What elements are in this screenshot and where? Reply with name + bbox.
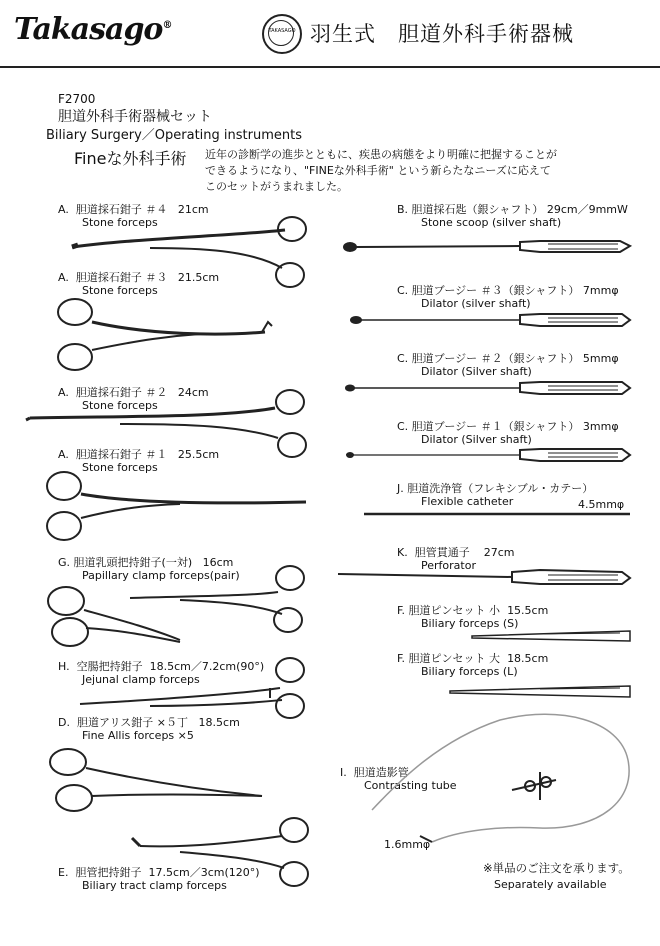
item-label-d: D. 胆道アリス鉗子 ×５丁 18.5cm Fine Allis forceps ×5 (58, 716, 240, 742)
fine-allis-forceps-illustration (50, 749, 262, 811)
item-label-c1: C. 胆道ブージー ＃１（銀シャフト） 3mmφ Dilator (Silver shaft) (397, 420, 619, 446)
item-label-b: B. 胆道採石匙（銀シャフト） 29cm／9mmW Stone scoop (silver shaft) (397, 203, 628, 229)
item-label-a4: A. 胆道採石鉗子 ＃４ 21cm Stone forceps (58, 203, 209, 229)
item-label-j: J. 胆道洗浄管（フレキシブル・カテー） Flexible catheter (397, 482, 594, 508)
item-label-c3: C. 胆道ブージー ＃３（銀シャフト） 7mmφ Dilator (silver shaft) (397, 284, 619, 310)
dilator-2-illustration (346, 382, 630, 394)
dilator-1-illustration (347, 449, 630, 461)
biliary-tract-clamp-forceps-illustration (132, 818, 308, 886)
stone-forceps-4-illustration (72, 217, 306, 287)
item-label-k: K. 胆管貫通子 27cm Perforator (397, 546, 515, 572)
catheter-size: 4.5mmφ (578, 498, 625, 511)
order-note-english: Separately available (494, 878, 607, 891)
item-label-a1: A. 胆道採石鉗子 ＃１ 25.5cm Stone forceps (58, 448, 220, 474)
description-line: このセットがうまれました。 (205, 180, 348, 193)
set-title: 胆道外科手術器械セット (58, 109, 212, 125)
biliary-forceps-large-illustration (450, 686, 630, 697)
description-line: できるようになり、"FINEな外科手術" という新らたなニーズに応えて (205, 164, 551, 177)
jejunal-clamp-forceps-illustration (80, 658, 304, 718)
item-label-fl: F. 胆道ピンセット 大 18.5cm Biliary forceps (L) (397, 652, 549, 678)
product-code: F2700 (58, 92, 96, 106)
item-label-c2: C. 胆道ブージー ＃２（銀シャフト） 5mmφ Dilator (Silver shaft) (397, 352, 619, 378)
perforator-illustration (338, 570, 630, 584)
item-label-i: I. 胆道造影管 Contrasting tube (340, 766, 457, 792)
dilator-3-illustration (351, 314, 630, 326)
item-label-a3: A. 胆道採石鉗子 ＃３ 21.5cm Stone forceps (58, 271, 220, 297)
item-label-a2: A. 胆道採石鉗子 ＃２ 24cm Stone forceps (58, 386, 209, 412)
header-title: 羽生式 胆道外科手術器械 (310, 22, 574, 46)
description-line: 近年の診断学の進歩とともに、疾患の病態をより明確に把握することが (205, 148, 557, 161)
fine-heading: Fineな外科手術 (74, 149, 187, 168)
stone-scoop-illustration (344, 241, 630, 252)
stone-forceps-2-illustration (26, 390, 306, 457)
item-label-g: G. 胆道乳頭把持鉗子(一対) 16cm Papillary clamp forceps(pair) (58, 556, 240, 582)
biliary-forceps-small-illustration (472, 631, 630, 641)
tube-size: 1.6mmφ (384, 838, 431, 851)
order-note: ※単品のご注文を承ります。 (483, 861, 630, 875)
stone-forceps-3-illustration (58, 299, 272, 370)
item-label-fs: F. 胆道ピンセット 小 15.5cm Biliary forceps (S) (397, 604, 549, 630)
item-label-h: H. 空腸把持鉗子 18.5cm／7.2cm(90°) Jejunal clamp forceps (58, 660, 265, 686)
company-seal-icon: TAKASAGO (262, 14, 302, 54)
papillary-clamp-forceps-illustration (48, 566, 304, 646)
takasago-logo: Takasago® (14, 12, 172, 47)
english-title: Biliary Surgery／Operating instruments (46, 128, 302, 143)
stone-forceps-1-illustration (47, 472, 306, 540)
item-label-e: E. 胆管把持鉗子 17.5cm／3cm(120°) Biliary tract clamp forceps (58, 866, 260, 892)
contrasting-tube-illustration (372, 714, 629, 842)
